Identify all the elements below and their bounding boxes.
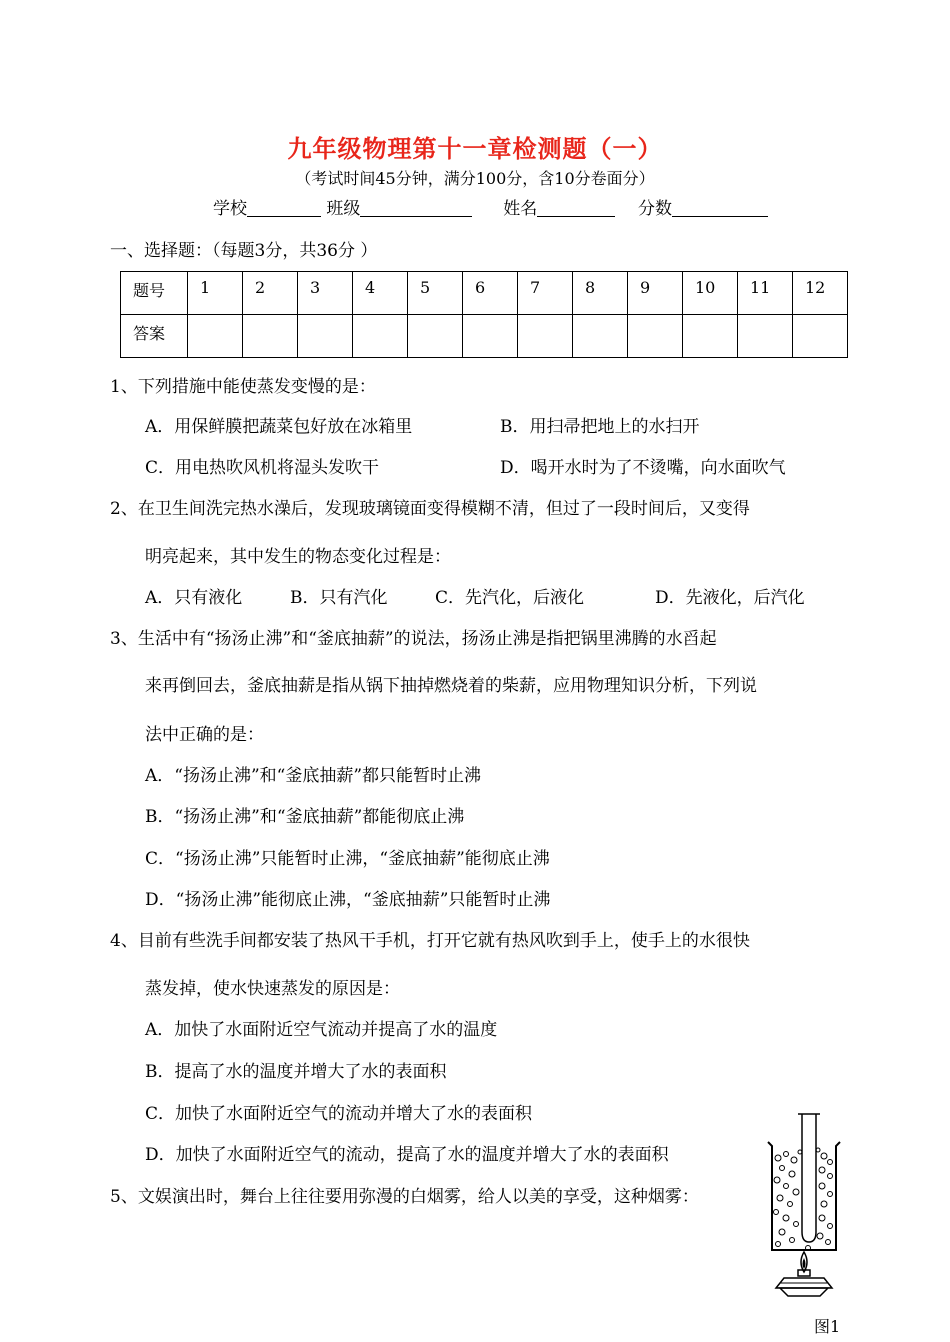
score-label: 分数	[638, 199, 673, 219]
answer-cell[interactable]	[683, 315, 738, 358]
answer-cell[interactable]	[188, 315, 243, 358]
question-5-stem: 5、文娱演出时，舞台上往往要用弥漫的白烟雾，给人以美的享受，这种烟雾：	[110, 1187, 699, 1207]
question-1-option-c: C．用电热吹风机将湿头发吹干	[145, 458, 380, 478]
page-title: 九年级物理第十一章检测题（一）	[287, 134, 663, 163]
question-number-cell: 2	[243, 272, 298, 315]
student-info-line	[213, 194, 768, 219]
question-number-cell: 1	[188, 272, 243, 315]
answer-cell[interactable]	[793, 315, 848, 358]
answer-cell[interactable]	[628, 315, 683, 358]
question-number-cell: 8	[573, 272, 628, 315]
question-4-stem-line-1: 4、目前有些洗手间都安装了热风干手机，打开它就有热风吹到手上，使手上的水很快	[110, 931, 750, 951]
answer-cell[interactable]	[463, 315, 518, 358]
answer-cell[interactable]	[408, 315, 463, 358]
question-3-stem-line-1: 3、生活中有“扬汤止沸”和“釜底抽薪”的说法，扬汤止沸是指把锅里沸腾的水舀起	[110, 629, 717, 649]
question-number-cell: 6	[463, 272, 518, 315]
question-3-stem-line-2: 来再倒回去，釜底抽薪是指从锅下抽掉燃烧着的柴薪，应用物理知识分析，下列说	[145, 676, 757, 696]
answer-cell[interactable]	[298, 315, 353, 358]
boiling-beaker-illustration-icon	[762, 1112, 846, 1298]
question-number-cell: 10	[683, 272, 738, 315]
answer-cell[interactable]	[353, 315, 408, 358]
question-number-cell: 9	[628, 272, 683, 315]
question-2-stem-line-1: 2、在卫生间洗完热水澡后，发现玻璃镜面变得模糊不清，但过了一段时间后，又变得	[110, 499, 750, 519]
figure-label: 图1	[814, 1317, 841, 1336]
question-number-cell: 3	[298, 272, 353, 315]
answer-table	[120, 271, 848, 358]
score-blank[interactable]	[672, 198, 768, 217]
question-4-option-d: D．加快了水面附近空气的流动，提高了水的温度并增大了水的表面积	[145, 1145, 669, 1165]
question-4-stem-line-2: 蒸发掉，使水快速蒸发的原因是：	[145, 979, 400, 999]
question-1-option-d: D．喝开水时为了不烫嘴，向水面吹气	[500, 458, 786, 478]
question-number-cell: 7	[518, 272, 573, 315]
row-header-number: 题号	[121, 272, 188, 315]
table-row	[121, 272, 848, 315]
question-number-cell: 11	[738, 272, 793, 315]
school-label: 学校	[213, 199, 247, 219]
answer-cell[interactable]	[738, 315, 793, 358]
answer-cell[interactable]	[243, 315, 298, 358]
question-3-option-b: B．“扬汤止沸”和“釜底抽薪”都能彻底止沸	[145, 807, 465, 827]
question-2-option-a: A．只有液化	[145, 588, 243, 608]
table-row	[121, 315, 848, 358]
question-number-cell: 5	[408, 272, 463, 315]
question-number-cell: 12	[793, 272, 848, 315]
name-label: 姓名	[503, 199, 538, 219]
question-1-option-a: A．用保鲜膜把蔬菜包好放在冰箱里	[145, 417, 413, 437]
school-blank[interactable]	[247, 198, 321, 217]
name-blank[interactable]	[537, 198, 615, 217]
answer-cell[interactable]	[573, 315, 628, 358]
class-label: 班级	[326, 199, 361, 219]
question-1-option-b: B．用扫帚把地上的水扫开	[500, 417, 700, 437]
question-2-option-d: D．先液化，后汽化	[655, 588, 805, 608]
question-2-option-c: C．先汽化，后液化	[435, 588, 585, 608]
question-3-option-a: A．“扬汤止沸”和“釜底抽薪”都只能暂时止沸	[145, 766, 482, 786]
question-4-option-b: B．提高了水的温度并增大了水的表面积	[145, 1062, 447, 1082]
class-blank[interactable]	[360, 198, 472, 217]
exam-subtitle: （考试时间45分钟，满分100分，含10分卷面分）	[295, 169, 655, 188]
question-1-stem: 1、下列措施中能使蒸发变慢的是：	[110, 377, 376, 397]
section-heading: 一、选择题：（每题3分，共36分 ）	[110, 241, 378, 261]
question-3-option-d: D．“扬汤止沸”能彻底止沸，“釜底抽薪”只能暂时止沸	[145, 890, 551, 910]
answer-cell[interactable]	[518, 315, 573, 358]
question-3-stem-line-3: 法中正确的是：	[145, 725, 264, 745]
question-3-option-c: C．“扬汤止沸”只能暂时止沸，“釜底抽薪”能彻底止沸	[145, 849, 550, 869]
question-2-option-b: B．只有汽化	[290, 588, 388, 608]
row-header-answer: 答案	[121, 315, 188, 358]
question-number-cell: 4	[353, 272, 408, 315]
question-4-option-c: C．加快了水面附近空气的流动并增大了水的表面积	[145, 1104, 533, 1124]
question-4-option-a: A．加快了水面附近空气流动并提高了水的温度	[145, 1020, 498, 1040]
question-2-stem-line-2: 明亮起来，其中发生的物态变化过程是：	[145, 547, 451, 567]
